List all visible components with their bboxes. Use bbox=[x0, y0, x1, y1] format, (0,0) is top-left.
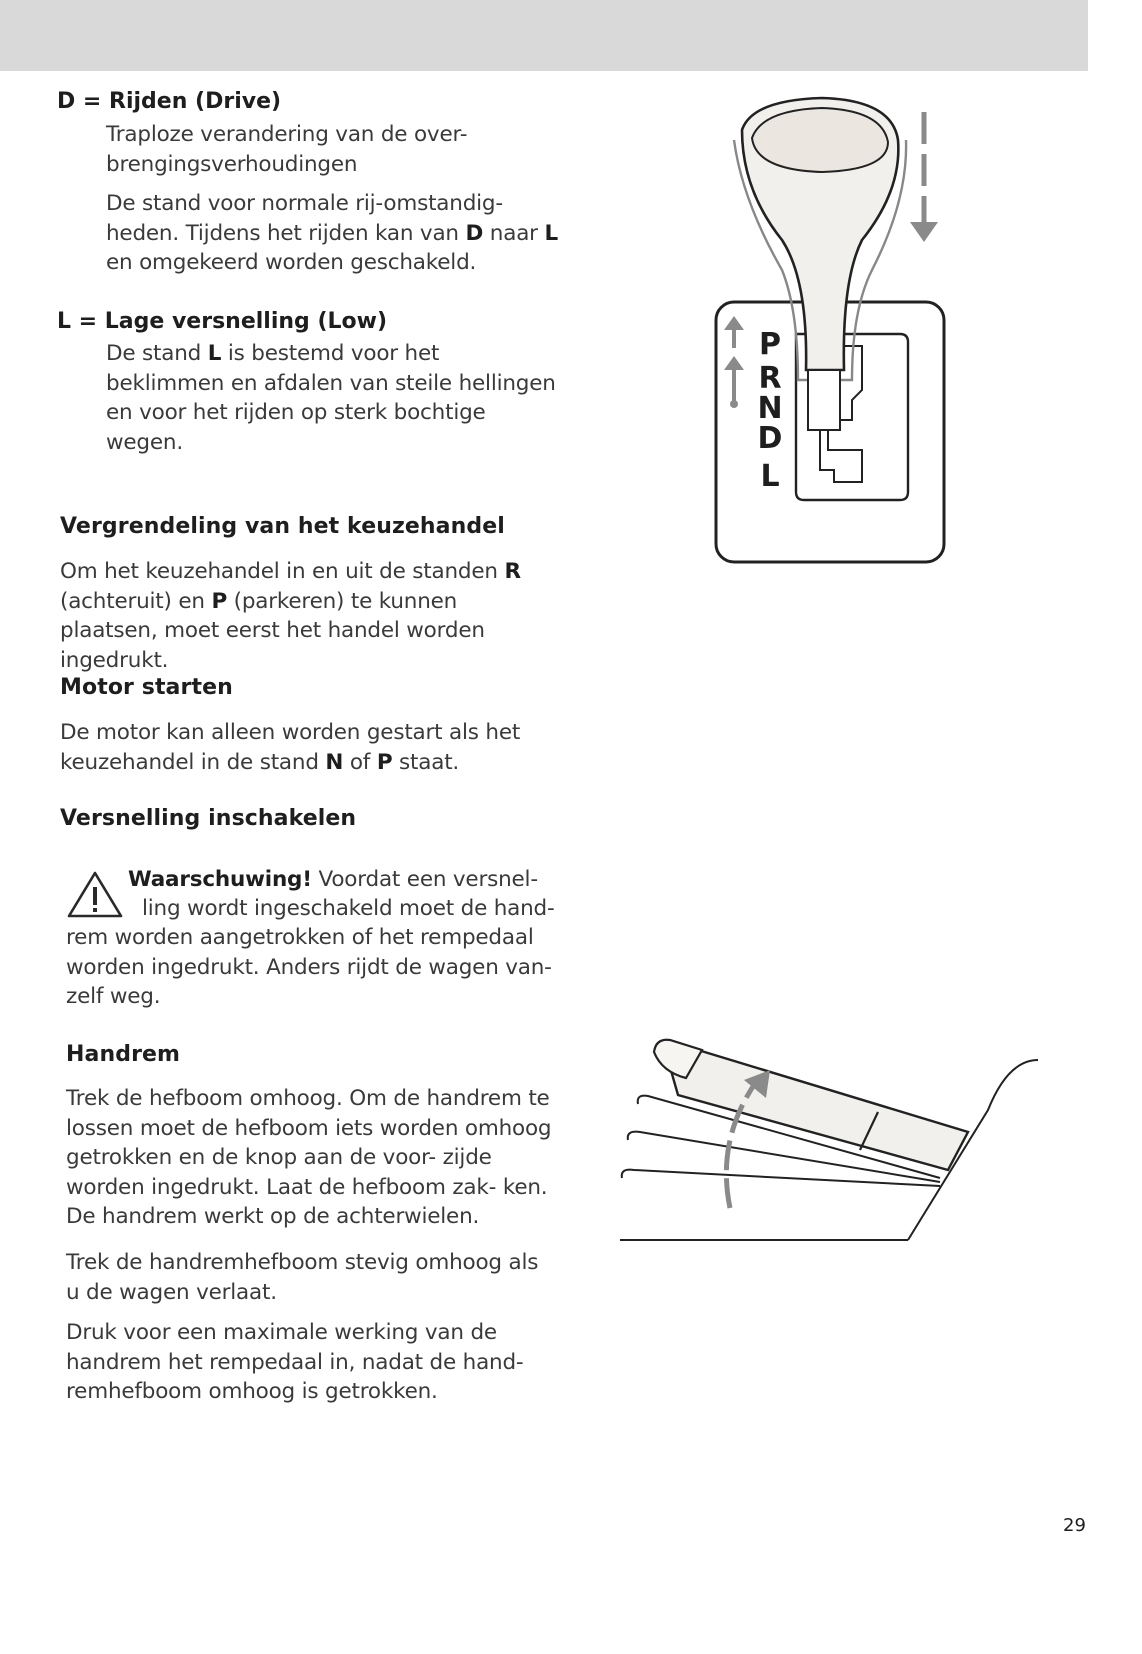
handbrake-paragraph-3: Druk voor een maximale werking van de handrem het rempedaal in, nadat de hand- remhefboom omhoog is getrokken. bbox=[66, 1320, 524, 1404]
low-para-text: De stand bbox=[106, 341, 208, 366]
lock-heading: Vergrendeling van het keuzehandel bbox=[60, 514, 505, 539]
start-para-bold-n: N bbox=[325, 749, 344, 775]
warning-line-2: ling wordt ingeschakeld moet de hand- bbox=[142, 896, 555, 921]
start-paragraph bbox=[60, 718, 550, 777]
position-n: N bbox=[757, 391, 783, 426]
header-band bbox=[0, 0, 1088, 71]
handbrake-paragraph-1: Trek de hefboom omhoog. Om de handrem te lossen moet de hefboom iets worden omhoog getrokken en de knop aan de voor- zijde worden ingedrukt. Laat de hefboom zak- ken. De handrem werkt op de achterwielen. bbox=[66, 1086, 552, 1229]
position-d: D bbox=[757, 421, 783, 456]
start-para-text-end: staat. bbox=[392, 749, 460, 775]
gear-heading: Versnelling inschakelen bbox=[60, 806, 357, 831]
position-p: P bbox=[759, 327, 781, 362]
drive-para-text-mid: naar bbox=[483, 220, 545, 246]
handbrake-heading: Handrem bbox=[66, 1042, 181, 1067]
low-para-bold-l: L bbox=[207, 341, 222, 366]
drive-para-text: De stand voor normale rij-omstandig- heden. Tijdens het rijden kan van bbox=[106, 191, 503, 246]
warning-first-line bbox=[128, 865, 568, 895]
low-term: L = Lage versnelling (Low) bbox=[57, 309, 388, 334]
lock-para-bold-r: R bbox=[504, 559, 521, 584]
start-para-text-mid: of bbox=[343, 749, 377, 775]
drive-line-2: brengingsverhoudingen bbox=[106, 151, 358, 177]
low-paragraph bbox=[106, 339, 556, 457]
page-number: 29 bbox=[1063, 1515, 1086, 1536]
selector-knob-button bbox=[752, 108, 888, 172]
drive-line-1: Traploze verandering van de over- bbox=[106, 122, 468, 147]
lock-para-text-end: (parkeren) te kunnen plaatsen, moet eerst het handel worden ingedrukt. bbox=[60, 588, 485, 673]
handbrake-illustration bbox=[618, 1020, 1058, 1250]
lock-para-bold-p: P bbox=[211, 588, 228, 614]
push-arrow-head bbox=[910, 222, 938, 242]
drive-term: D = Rijden (Drive) bbox=[57, 89, 282, 114]
low-para-text-end: is bestemd voor het beklimmen en afdalen van steile hellingen en voor het rijden op sterk bochtige wegen. bbox=[106, 341, 556, 455]
drive-paragraph bbox=[106, 189, 566, 278]
up-arrow-dot bbox=[730, 400, 738, 408]
lock-para-text-mid: (achteruit) en bbox=[60, 588, 212, 614]
drive-para-text-end: en omgekeerd worden geschakeld. bbox=[106, 250, 477, 275]
drive-definition bbox=[106, 120, 566, 179]
position-l: L bbox=[760, 459, 780, 494]
gear-selector-illustration bbox=[712, 90, 962, 570]
start-heading: Motor starten bbox=[60, 675, 233, 700]
lock-para-text: Om het keuzehandel in en uit de standen bbox=[60, 559, 505, 584]
start-para-text: De motor kan alleen worden gestart als het keuzehandel in de stand bbox=[60, 720, 521, 775]
warning-line-1: Voordat een versnel- bbox=[318, 867, 538, 892]
warning-icon bbox=[66, 870, 124, 920]
handbrake-lever bbox=[668, 1050, 968, 1170]
drive-para-bold-d: D bbox=[465, 220, 484, 246]
lock-paragraph bbox=[60, 557, 550, 675]
drive-para-bold-l: L bbox=[544, 220, 558, 246]
start-para-bold-p: P bbox=[376, 749, 393, 775]
position-r: R bbox=[758, 361, 782, 396]
warning-label: Waarschuwing! bbox=[128, 867, 312, 892]
handbrake-paragraph-2: Trek de handremhefboom stevig omhoog als u de wagen verlaat. bbox=[66, 1250, 539, 1305]
selector-shaft bbox=[808, 370, 840, 430]
warning-paragraph: rem worden aangetrokken of het rempedaal worden ingedrukt. Anders rijdt de wagen van- zelf weg. bbox=[66, 925, 552, 1009]
lever-position-3 bbox=[622, 1170, 940, 1186]
